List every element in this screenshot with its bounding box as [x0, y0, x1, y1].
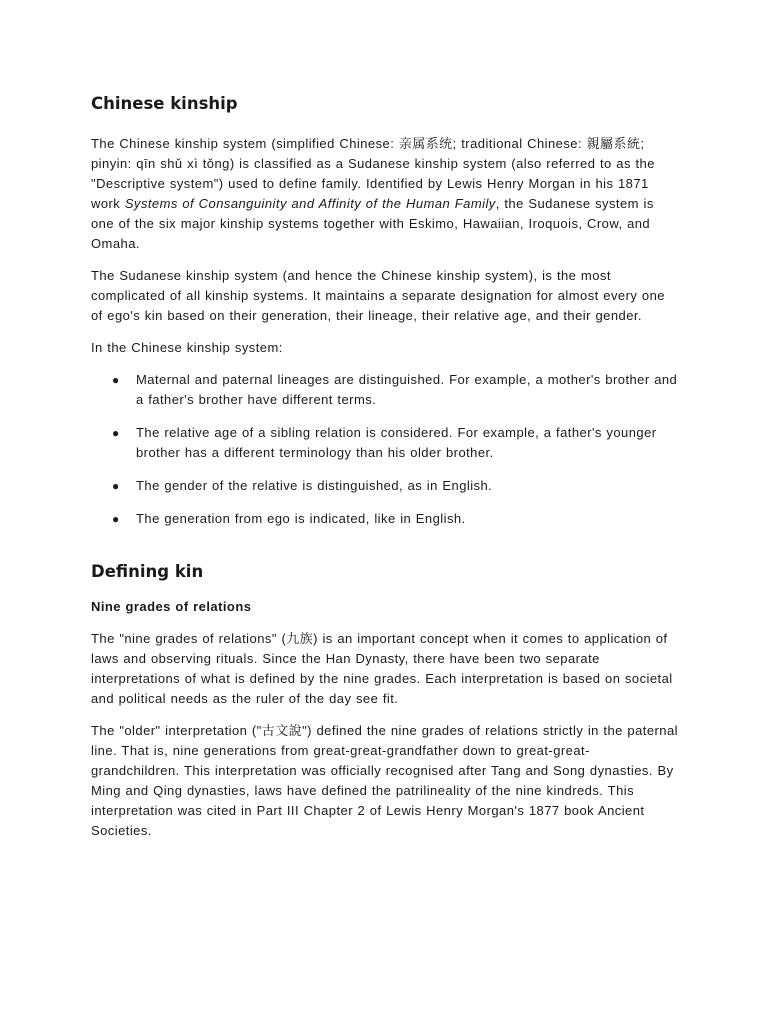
bullet-icon: ●	[112, 479, 120, 493]
section-spacer	[91, 542, 678, 562]
list-item: ● The gender of the relative is distinguished, as in English.	[91, 476, 678, 496]
nine-grades-paragraph: The "nine grades of relations" (九族) is an important concept when it comes to application of laws and observing rituals. Since the Han Dynasty, there have been two separate interpretations of what is defined by the nine grades. Each interpretation is based on societal and political needs as the ruler of the day see fit.	[91, 631, 673, 706]
older-interpretation-paragraph: The "older" interpretation ("古文說") defined the nine grades of relations strictly in the paternal line. That is, nine generations from great-great-grandfather down to great-great-grandchildren. This interpretation was officially recognised after Tang and Song dynasties. By Ming and Qing dynasties, laws have defined the patrilineality of the nine kindreds. This interpretation was cited in Part III Chapter 2 of Lewis Henry Morgan's 1877 book Ancient Societies.	[91, 723, 678, 838]
list-item: ● The relative age of a sibling relation is considered. For example, a father's younger brother has a different terminology than his older brother.	[112, 425, 657, 460]
bullet-icon: ●	[112, 512, 120, 526]
list-item: ● The generation from ego is indicated, like in English.	[91, 509, 678, 529]
intro-paragraph	[91, 134, 678, 254]
subheading-nine-grades: Nine grades of relations	[91, 599, 252, 614]
bullet-icon: ●	[112, 426, 120, 440]
intro-text-b: , the Sudanese system is one of the six major kinship systems together with Eskimo, Hawaiian, Iroquois, Crow, and Omaha.	[91, 196, 654, 251]
list-intro-paragraph: In the Chinese kinship system:	[91, 340, 283, 355]
book-title-italic: Systems of Consanguinity and Affinity of the Human Family	[124, 196, 496, 211]
list-item: ● Maternal and paternal lineages are distinguished. For example, a mother's brother and a father's brother have different terms.	[112, 372, 678, 407]
sudanese-paragraph: The Sudanese kinship system (and hence the Chinese kinship system), is the most complicated of all kinship systems. It maintains a separate designation for almost every one of ego's kin based on their generation, their lineage, their relative age, and their gender.	[91, 268, 665, 323]
section-heading-defining-kin: Defining kin	[91, 562, 204, 581]
section-heading-chinese-kinship: Chinese kinship	[91, 94, 238, 113]
bullet-icon: ●	[112, 373, 120, 387]
kinship-features-list	[91, 370, 678, 529]
intro-text-a: The Chinese kinship system (simplified Chinese: 亲属系统; traditional Chinese: 親屬系統; pinyin: qīn shǔ xì tǒng) is classified as a Sudanese kinship system (also referred to as the "Descriptive system") used to define family. Identified by Lewis Henry Morgan in his 1871 work	[91, 136, 655, 211]
